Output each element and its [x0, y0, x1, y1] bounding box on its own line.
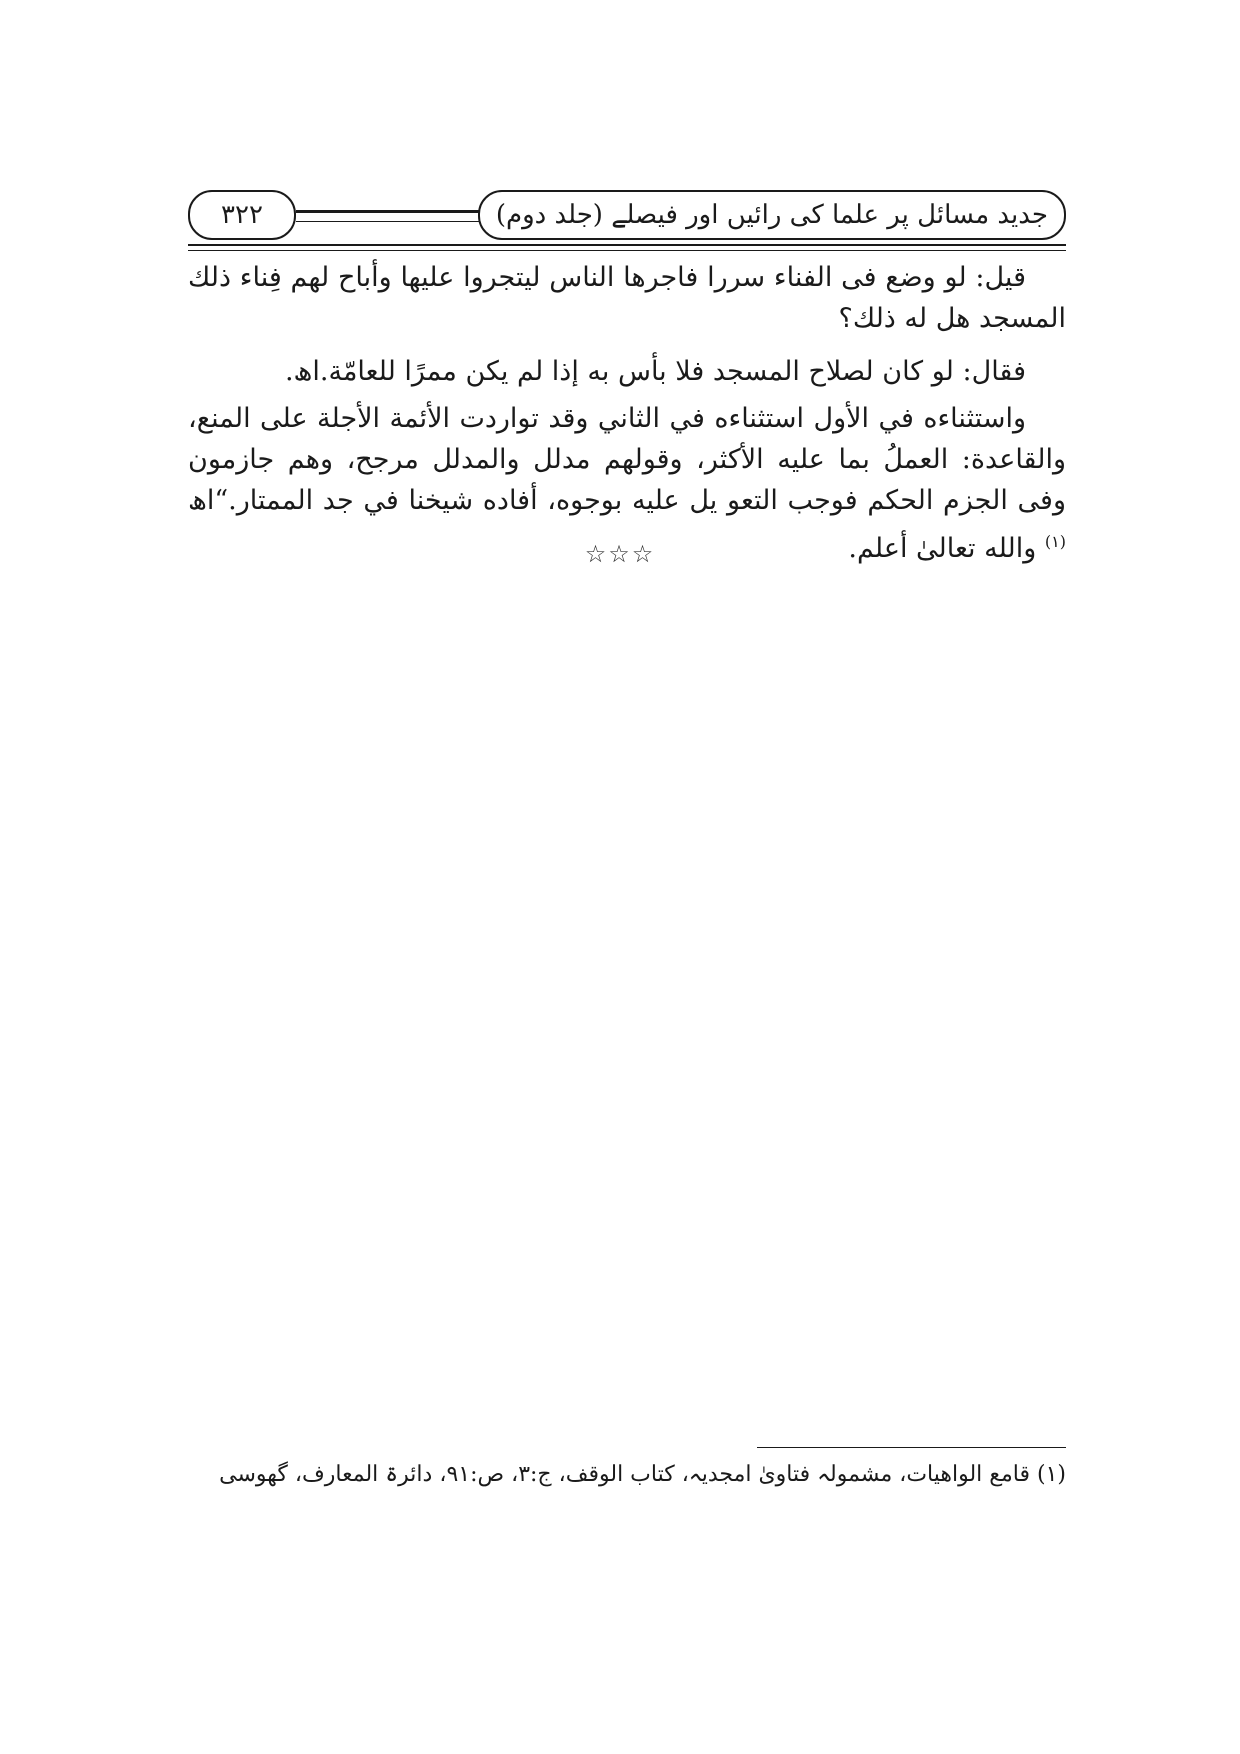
header-underline [188, 244, 1066, 251]
paragraph-question: قیل: لو وضع فی الفناء سررا فاجرها الناس لیتجروا علیها وأباح لهم فِناء ذلك المسجد هل له ذلك؟ [188, 262, 1066, 334]
running-title: جدید مسائل پر علما کی رائیں اور فیصلے (جلد دوم) [478, 190, 1066, 240]
page-number: ۳۲۲ [188, 190, 296, 240]
page-header [188, 190, 1066, 250]
closing-phrase: والله تعالىٰ أعلم. [848, 533, 1037, 564]
footnote-reference: (۱) [1044, 532, 1066, 551]
section-separator: ☆☆☆ [584, 540, 656, 568]
discussion-text: واستثناءه في الأول استثناءه في الثاني وقد تواردت الأئمة الأجلة على المنع، والقاعدة: العملُ بما عليه الأكثر، وقولهم مدلل والمدلل مرجح، وهم جازمون وفی الجزم الحكم فوجب التعو يل عليه بوجوه، أفاده شيخنا في جد الممتار.“اھ [188, 403, 1066, 516]
footnote: (۱) قامع الواهیات، مشمولہ فتاویٰ امجدیہ، کتاب الوقف، ج:۳، ص:۹۱، دائرۃ المعارف، گھوسی [219, 1462, 1066, 1487]
footnote-rule [757, 1447, 1066, 1448]
paragraph-answer: فقال: لو كان لصلاح المسجد فلا بأس به إذا لم يكن ممرًا للعامّة.اھ. [284, 356, 1026, 387]
main-text [188, 257, 1066, 581]
